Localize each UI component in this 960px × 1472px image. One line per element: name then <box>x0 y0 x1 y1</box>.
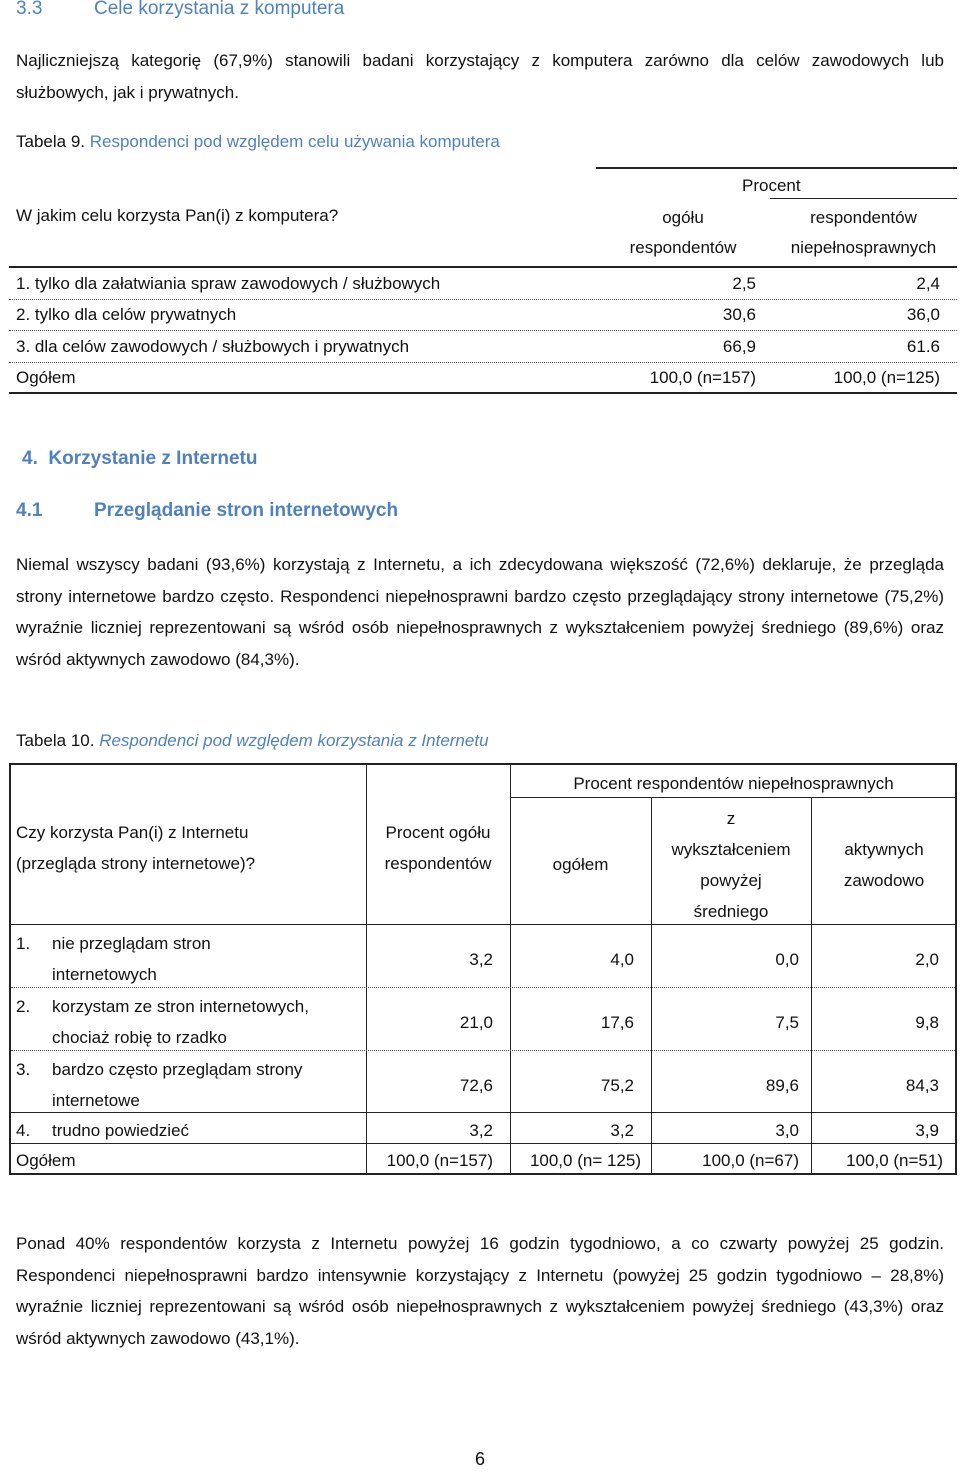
table9-col2-line2: niepełnosprawnych <box>790 238 937 257</box>
paragraph-internet-hours: Ponad 40% respondentów korzysta z Internetu powyżej 16 godzin tygodniowo, a co czwarty powyżej 25 godzin. Respondenci niepełnosprawni bardzo intensywnie korzystający z Internetu (powyżej 25 godzin tygodniowo – 28,8%) wyraźnie liczniej reprezentowani są wśród osób niepełnosprawnych z wykształceniem powyżej średniego (43,3%) oraz wśród aktywnych zawodowo (43,1%). <box>16 1234 944 1348</box>
table10-row-total: 3,2 <box>610 1121 634 1140</box>
table10-row-number: 4. <box>16 1121 31 1140</box>
table9-row-all: 2,5 <box>732 274 756 293</box>
table10-row-all: 3,2 <box>469 1121 493 1140</box>
table9-total-disabled: 100,0 (n=125) <box>833 368 940 387</box>
table10-total-all: 100,0 (n=157) <box>386 1151 493 1170</box>
table10-col-edu-1: z <box>726 809 736 828</box>
table9-caption <box>16 132 500 152</box>
table10-row-active: 3,9 <box>915 1121 939 1140</box>
table9-caption-title: Respondenci pod względem celu używania komputera <box>89 132 500 151</box>
table9-col1-line2: respondentów <box>629 238 737 257</box>
table10-caption-title: Respondenci pod względem korzystania z Internetu <box>99 731 489 750</box>
table9-total-all: 100,0 (n=157) <box>649 368 756 387</box>
table10-row-label-line2: chociaż robię to rzadko <box>52 1028 227 1047</box>
table10-row-total: 17,6 <box>600 1013 634 1032</box>
table10-row-active: 9,8 <box>915 1013 939 1032</box>
table10-row-label-line1: korzystam ze stron internetowych, <box>52 997 309 1016</box>
table10-group-header: Procent respondentów niepełnosprawnych <box>573 774 894 793</box>
table9-row-divider <box>9 299 957 300</box>
table10-caption-prefix: Tabela 10. <box>16 731 95 750</box>
table9-group-header: Procent <box>742 176 801 195</box>
table10-row-active: 84,3 <box>905 1076 939 1095</box>
table10-row-label-line1: bardzo często przeglądam strony <box>52 1060 303 1079</box>
table10-row-all: 72,6 <box>459 1076 493 1095</box>
section-heading <box>16 0 344 20</box>
table10-col-active-2: zawodowo <box>843 871 925 890</box>
table10-col-edu-2: wykształceniem <box>671 840 791 859</box>
table10-row-number: 3. <box>16 1060 31 1079</box>
table10-col-edu-3: powyżej <box>700 871 762 890</box>
table9-row-label: 2. tylko dla celów prywatnych <box>16 305 237 324</box>
subsection-number: 4.1 <box>16 500 43 521</box>
table10-caption <box>16 731 489 751</box>
section-number: 3.3 <box>16 0 43 19</box>
table9-row-label: 3. dla celów zawodowych / służbowych i prywatnych <box>16 337 410 356</box>
table10-row-number: 1. <box>16 934 31 953</box>
table10-row-total: 4,0 <box>610 950 634 969</box>
section-title: Cele korzystania z komputera <box>94 0 345 19</box>
table9-row-disabled: 36,0 <box>906 305 940 324</box>
table9-row-all: 30,6 <box>722 305 756 324</box>
table10-row-edu: 3,0 <box>775 1121 799 1140</box>
table10-question-line2: (przegląda strony internetowe)? <box>16 854 256 873</box>
table9-header-border <box>9 266 957 268</box>
table9-total-label: Ogółem <box>16 368 76 387</box>
table10-total-edu: 100,0 (n=67) <box>702 1151 799 1170</box>
paragraph-internet-usage: Niemal wszyscy badani (93,6%) korzystają z Internetu, a ich zdecydowana większość (72,6%) deklaruje, że przegląda strony internetowe bardzo często. Respondenci niepełnosprawni bardzo często przeglądający strony internetowe (75,2%) wyraźnie liczniej reprezentowani są wśród osób niepełnosprawnych z wykształceniem powyżej średniego (89,6%) oraz wśród aktywnych zawodowo (84,3%). <box>16 555 944 669</box>
table9-row-divider <box>9 362 957 363</box>
table10-question-line1: Czy korzysta Pan(i) z Internetu <box>16 823 249 842</box>
table10-row-label-line1: trudno powiedzieć <box>52 1121 190 1140</box>
table10-col-total: ogółem <box>552 855 609 874</box>
table10-row-edu: 89,6 <box>765 1076 799 1095</box>
table9-group-line <box>770 198 957 199</box>
table10-row-total: 75,2 <box>600 1076 634 1095</box>
table9-col1-line1: ogółu <box>662 208 704 227</box>
chapter-title: Korzystanie z Internetu <box>48 448 258 469</box>
chapter-number: 4. <box>22 448 38 469</box>
table9-row-disabled: 2,4 <box>916 274 940 293</box>
table10-row-active: 2,0 <box>915 950 939 969</box>
table10-row-edu: 0,0 <box>775 950 799 969</box>
table10-total-label: Ogółem <box>16 1151 76 1170</box>
table10-row-number: 2. <box>16 997 31 1016</box>
subsection-title: Przeglądanie stron internetowych <box>94 500 399 521</box>
table10-col-active-1: aktywnych <box>844 840 924 859</box>
table9-bottom-border <box>9 392 957 394</box>
table10-row-label-line1: nie przeglądam stron <box>52 934 211 953</box>
chapter-heading <box>22 448 257 470</box>
subsection-heading <box>16 500 398 522</box>
table10-row-divider <box>11 1112 955 1113</box>
table10-row-all: 3,2 <box>469 950 493 969</box>
table10-col-all-line1: Procent ogółu <box>385 823 491 842</box>
table9-row-label: 1. tylko dla załatwiania spraw zawodowych / służbowych <box>16 274 441 293</box>
table10 <box>9 763 957 1175</box>
table10-row-all: 21,0 <box>459 1013 493 1032</box>
table10-total-total: 100,0 (n= 125) <box>529 1151 641 1170</box>
table9-col2-line1: respondentów <box>810 208 917 227</box>
table9-row-disabled: 61.6 <box>906 337 940 356</box>
table9-question: W jakim celu korzysta Pan(i) z komputera? <box>16 206 339 225</box>
table9-top-border <box>596 167 957 169</box>
table10-col-all-line2: respondentów <box>384 854 492 873</box>
page-number: 6 <box>474 1449 485 1469</box>
table10-col-edu-4: średniego <box>693 902 769 921</box>
table10-row-label-line2: internetowych <box>52 965 157 984</box>
table9-row-all: 66,9 <box>722 337 756 356</box>
table9-row-divider <box>9 330 957 331</box>
table10-header-border <box>11 924 955 925</box>
table10-row-edu: 7,5 <box>775 1013 799 1032</box>
table9-caption-prefix: Tabela 9. <box>16 132 85 151</box>
table10-total-active: 100,0 (n=51) <box>846 1151 943 1170</box>
intro-paragraph: Najliczniejszą kategorię (67,9%) stanowili badani korzystający z komputera zarówno dla celów zawodowych lub służbowych, jak i prywatnych. <box>16 51 944 102</box>
table10-row-label-line2: internetowe <box>52 1091 140 1110</box>
